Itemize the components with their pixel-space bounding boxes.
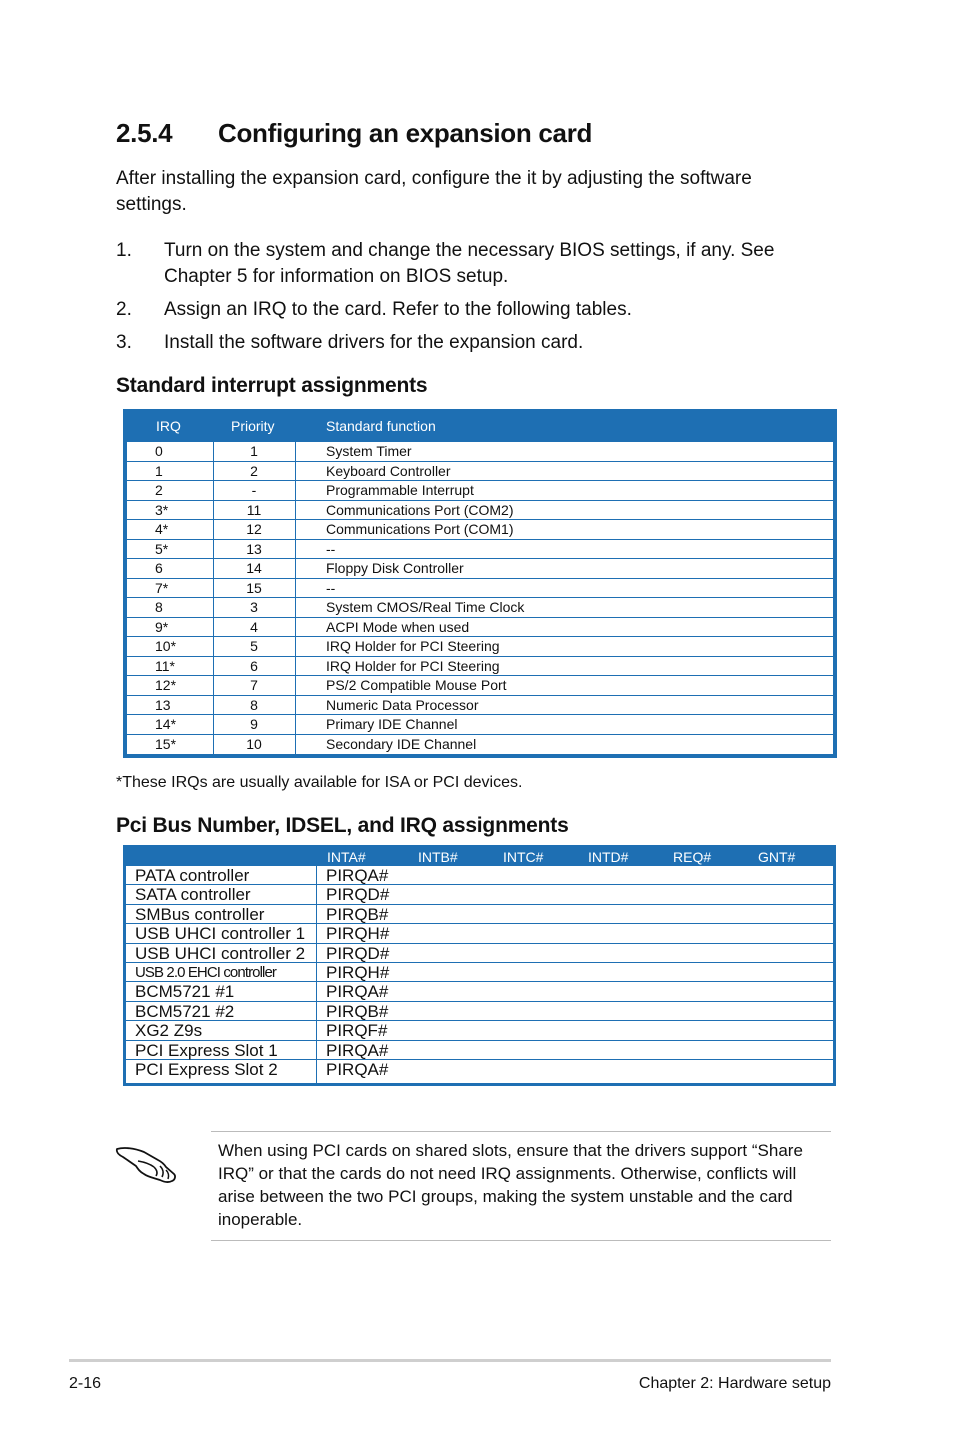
irq-cell: 14* — [155, 716, 177, 732]
device-cell: BCM5721 #1 — [135, 982, 235, 1002]
device-cell: USB UHCI controller 1 — [135, 924, 306, 944]
column-header-priority: Priority — [231, 418, 275, 434]
step-number: 1. — [116, 240, 132, 261]
irq-cell: 13 — [155, 696, 171, 713]
step-number: 3. — [116, 332, 132, 353]
table-row — [126, 1060, 833, 1082]
priority-cell: 10 — [246, 735, 262, 752]
table-row — [127, 676, 833, 696]
priority-cell: - — [251, 482, 257, 498]
inta-cell: PIRQA# — [326, 866, 389, 885]
priority-cell: 15 — [246, 579, 262, 596]
priority-cell: 12 — [246, 521, 262, 537]
column-header-intc: INTC# — [503, 849, 544, 865]
note-box — [211, 1131, 831, 1241]
priority-cell: 11 — [246, 501, 262, 518]
table-row — [126, 944, 833, 963]
function-cell: ACPI Mode when used — [326, 618, 470, 635]
priority-cell: 1 — [250, 443, 258, 459]
priority-cell: 8 — [250, 696, 258, 713]
table-row — [127, 462, 833, 482]
irq-table-body — [127, 442, 833, 754]
device-cell: USB UHCI controller 2 — [135, 943, 306, 963]
irq-cell: 7* — [155, 579, 169, 596]
note-text: When using PCI cards on shared slots, ensure that the drivers support “Share IRQ” or that the cards do not need IRQ assignments. Otherwise, conflicts will arise between the two PCI groups, making the system unstable and the card inoperable. — [218, 1141, 803, 1229]
inta-cell: PIRQA# — [326, 1060, 389, 1079]
table-row — [126, 1021, 833, 1040]
table-row — [127, 637, 833, 657]
table-row — [127, 657, 833, 677]
function-cell: Communications Port (COM1) — [326, 521, 514, 537]
irq-cell: 2 — [155, 482, 163, 498]
section-title: Configuring an expansion card — [218, 118, 593, 148]
table-row — [126, 963, 833, 982]
irq-cell: 1 — [155, 462, 163, 479]
footer-divider — [69, 1359, 831, 1362]
function-cell: PS/2 Compatible Mouse Port — [326, 677, 507, 693]
irq-table — [123, 409, 837, 758]
inta-cell: PIRQB# — [326, 1001, 389, 1021]
table-row — [127, 598, 833, 618]
step-number: 2. — [116, 299, 132, 320]
inta-cell: PIRQD# — [326, 943, 390, 963]
device-cell: XG2 Z9s — [135, 1021, 203, 1041]
priority-cell: 4 — [250, 618, 258, 635]
column-header-inta: INTA# — [327, 849, 366, 865]
pci-table-body — [126, 866, 833, 1083]
page-number: 2-16 — [69, 1375, 102, 1392]
priority-cell: 9 — [250, 716, 258, 732]
table-row — [126, 885, 833, 904]
table-row — [126, 1041, 833, 1060]
function-cell: IRQ Holder for PCI Steering — [326, 657, 500, 674]
table-row — [126, 982, 833, 1001]
priority-cell: 6 — [250, 657, 258, 674]
device-cell: PCI Express Slot 1 — [135, 1040, 278, 1060]
function-cell: Secondary IDE Channel — [326, 735, 477, 752]
step-item — [116, 238, 816, 290]
priority-cell: 5 — [250, 638, 258, 654]
intro-paragraph: After installing the expansion card, configure the it by adjusting the software settings. — [116, 168, 752, 215]
priority-cell: 13 — [246, 540, 262, 557]
function-cell: System Timer — [326, 443, 412, 459]
hand-pointing-icon — [114, 1136, 178, 1184]
chapter-label: Chapter 2: Hardware setup — [638, 1375, 831, 1392]
device-cell: SATA controller — [135, 885, 251, 905]
pci-table — [123, 845, 836, 1086]
table-row — [127, 735, 833, 755]
irq-footnote: *These IRQs are usually available for ISA or PCI devices. — [116, 774, 523, 791]
function-cell: System CMOS/Real Time Clock — [326, 599, 525, 615]
pci-table-header — [123, 845, 836, 866]
table-row — [127, 559, 833, 579]
table-row — [127, 501, 833, 521]
device-cell: USB 2.0 EHCI controller — [135, 964, 277, 981]
irq-table-heading: Standard interrupt assignments — [116, 374, 428, 397]
section-number: 2.5.4 — [116, 118, 173, 148]
inta-cell: PIRQD# — [326, 885, 390, 905]
irq-cell: 3* — [155, 501, 169, 518]
irq-table-header — [123, 409, 837, 442]
column-header-function: Standard function — [326, 418, 436, 434]
table-row — [127, 715, 833, 735]
function-cell: IRQ Holder for PCI Steering — [326, 638, 500, 654]
steps-list — [116, 238, 816, 363]
step-item — [116, 330, 816, 356]
pci-table-heading: Pci Bus Number, IDSEL, and IRQ assignments — [116, 814, 569, 837]
column-header-gnt: GNT# — [758, 849, 796, 865]
device-cell: PCI Express Slot 2 — [135, 1060, 278, 1079]
table-row — [126, 924, 833, 943]
irq-cell: 5* — [155, 540, 169, 557]
device-cell: SMBus controller — [135, 904, 265, 924]
table-row — [127, 579, 833, 599]
function-cell: Programmable Interrupt — [326, 482, 474, 498]
function-cell: Floppy Disk Controller — [326, 560, 464, 576]
priority-cell: 2 — [250, 462, 258, 479]
irq-cell: 8 — [155, 599, 163, 615]
function-cell: -- — [326, 579, 336, 596]
column-header-intb: INTB# — [418, 849, 458, 865]
column-header-irq: IRQ — [156, 418, 181, 434]
table-row — [127, 540, 833, 560]
priority-cell: 3 — [250, 599, 258, 615]
inta-cell: PIRQH# — [326, 924, 390, 944]
irq-cell: 9* — [155, 618, 169, 635]
inta-cell: PIRQA# — [326, 1040, 389, 1060]
inta-cell: PIRQH# — [326, 963, 390, 982]
priority-cell: 7 — [250, 677, 258, 693]
inta-cell: PIRQB# — [326, 904, 389, 924]
device-cell: PATA controller — [135, 866, 250, 885]
irq-cell: 0 — [155, 443, 163, 459]
function-cell: -- — [326, 540, 336, 557]
irq-cell: 15* — [155, 735, 177, 752]
inta-cell: PIRQF# — [326, 1021, 388, 1041]
column-header-req: REQ# — [673, 849, 712, 865]
inta-cell: PIRQA# — [326, 982, 389, 1002]
device-cell: BCM5721 #2 — [135, 1001, 235, 1021]
irq-cell: 11* — [155, 657, 175, 674]
table-row — [127, 442, 833, 462]
function-cell: Numeric Data Processor — [326, 696, 479, 713]
irq-cell: 4* — [155, 521, 169, 537]
step-text: Turn on the system and change the necessary BIOS settings, if any. See Chapter 5 for information on BIOS setup. — [164, 240, 775, 287]
function-cell: Primary IDE Channel — [326, 716, 458, 732]
step-text: Assign an IRQ to the card. Refer to the following tables. — [164, 299, 632, 320]
function-cell: Communications Port (COM2) — [326, 501, 514, 518]
step-item — [116, 297, 816, 323]
table-row — [127, 618, 833, 638]
table-row — [126, 1002, 833, 1021]
priority-cell: 14 — [246, 560, 262, 576]
table-row — [126, 905, 833, 924]
irq-cell: 10* — [155, 638, 177, 654]
table-row — [127, 520, 833, 540]
irq-cell: 12* — [155, 677, 177, 693]
column-header-intd: INTD# — [588, 849, 629, 865]
table-row — [127, 481, 833, 501]
section-heading — [116, 118, 592, 149]
step-text: Install the software drivers for the expansion card. — [164, 332, 584, 353]
table-row — [126, 866, 833, 885]
table-row — [127, 696, 833, 716]
irq-cell: 6 — [155, 560, 163, 576]
function-cell: Keyboard Controller — [326, 462, 451, 479]
